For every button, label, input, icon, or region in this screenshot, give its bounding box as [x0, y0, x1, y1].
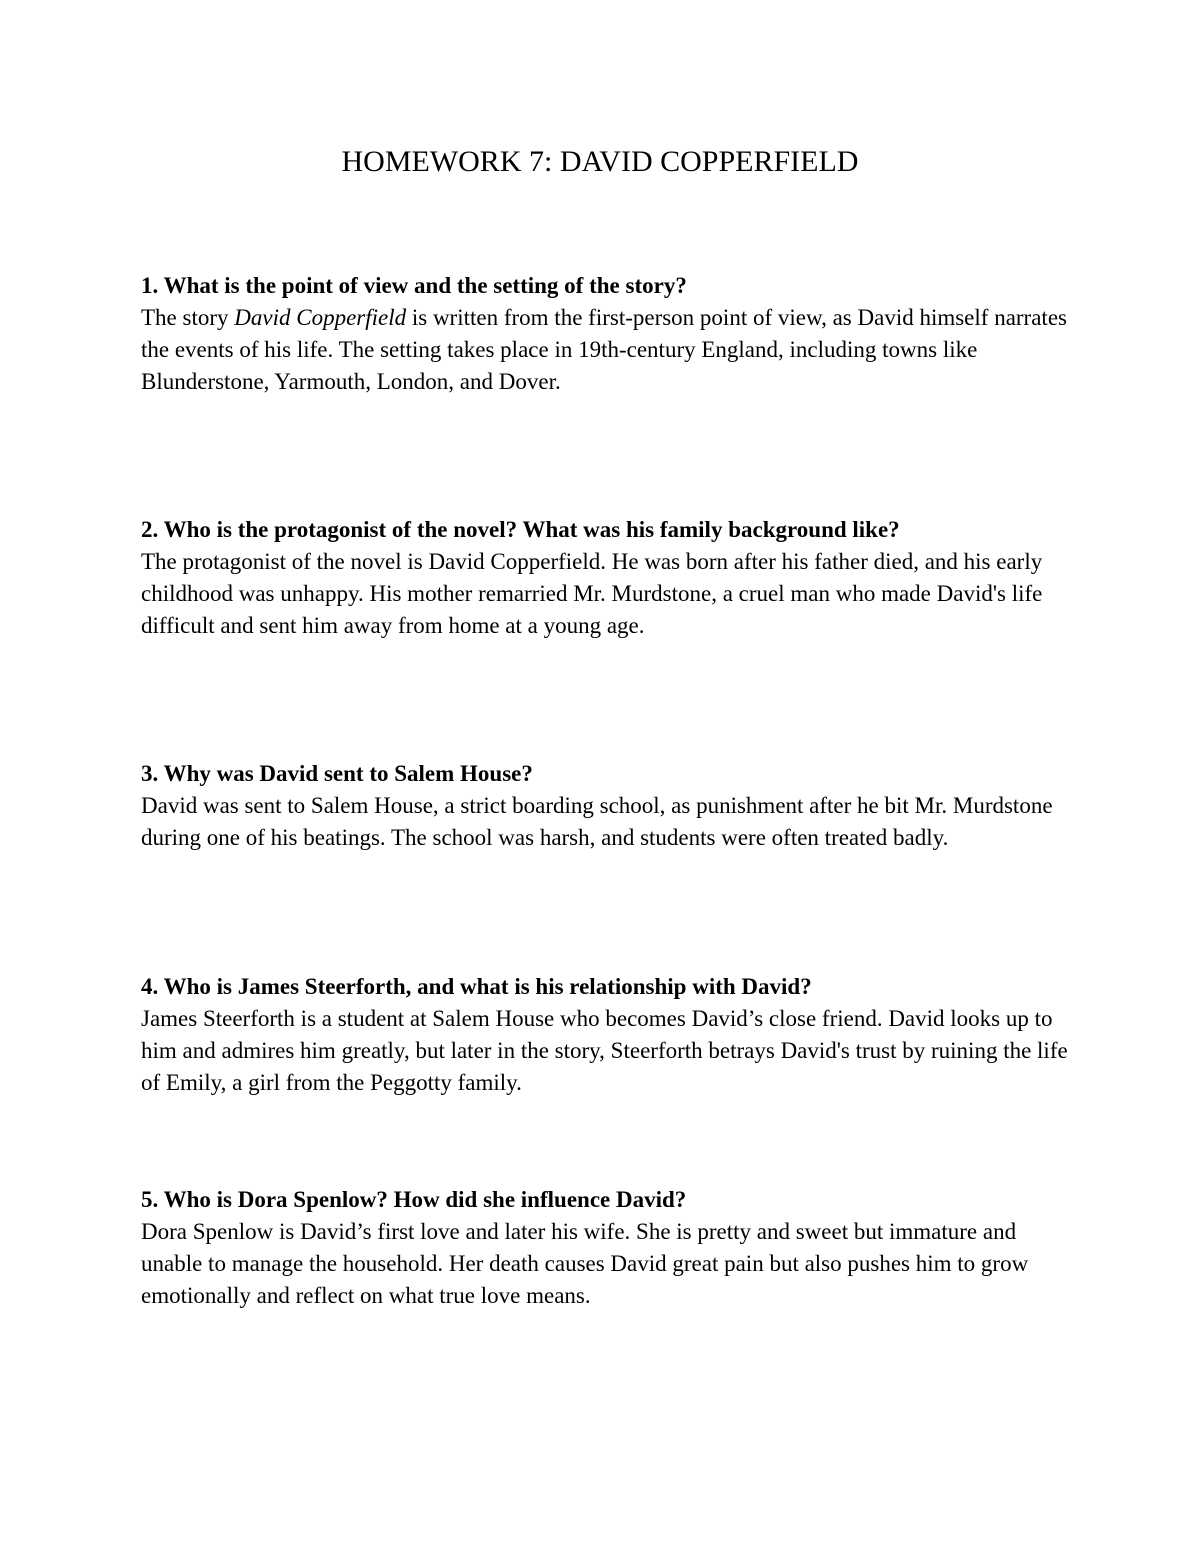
question-block-3	[141, 758, 1071, 854]
answer-1-post: is written from the first-person point of view, as David himself narrates the events of his life. The setting takes place in 19th-century England, including towns like Blunderstone, Yarmouth, London, and Dover.	[141, 305, 1067, 394]
question-2: 2. Who is the protagonist of the novel? What was his family background like?	[141, 517, 900, 542]
answer-5: Dora Spenlow is David’s first love and later his wife. She is pretty and sweet but immature and unable to manage the household. Her death causes David great pain but also pushes him to grow emotionally and reflect on what true love means.	[141, 1219, 1029, 1308]
question-block-2	[141, 514, 1071, 642]
question-4: 4. Who is James Steerforth, and what is his relationship with David?	[141, 974, 812, 999]
question-block-1	[141, 270, 1071, 398]
question-5: 5. Who is Dora Spenlow? How did she influence David?	[141, 1187, 687, 1212]
question-1: 1. What is the point of view and the setting of the story?	[141, 273, 687, 298]
answer-2: The protagonist of the novel is David Copperfield. He was born after his father died, and his early childhood was unhappy. His mother remarried Mr. Murdstone, a cruel man who made David's life difficult and sent him away from home at a young age.	[141, 549, 1043, 638]
question-3: 3. Why was David sent to Salem House?	[141, 761, 533, 786]
page-title: HOMEWORK 7: DAVID COPPERFIELD	[341, 145, 859, 178]
answer-1-pre: The story	[141, 305, 235, 330]
answer-3: David was sent to Salem House, a strict boarding school, as punishment after he bit Mr. Murdstone during one of his beatings. The school was harsh, and students were often treated badly.	[141, 793, 1053, 850]
answer-4: James Steerforth is a student at Salem House who becomes David’s close friend. David looks up to him and admires him greatly, but later in the story, Steerforth betrays David's trust by ruining the life of Emily, a girl from the Peggotty family.	[141, 1006, 1068, 1095]
answer-1	[141, 302, 1071, 398]
question-block-4	[141, 971, 1071, 1099]
question-block-5	[141, 1184, 1071, 1312]
answer-1-book-title: David Copperfield	[234, 305, 407, 330]
